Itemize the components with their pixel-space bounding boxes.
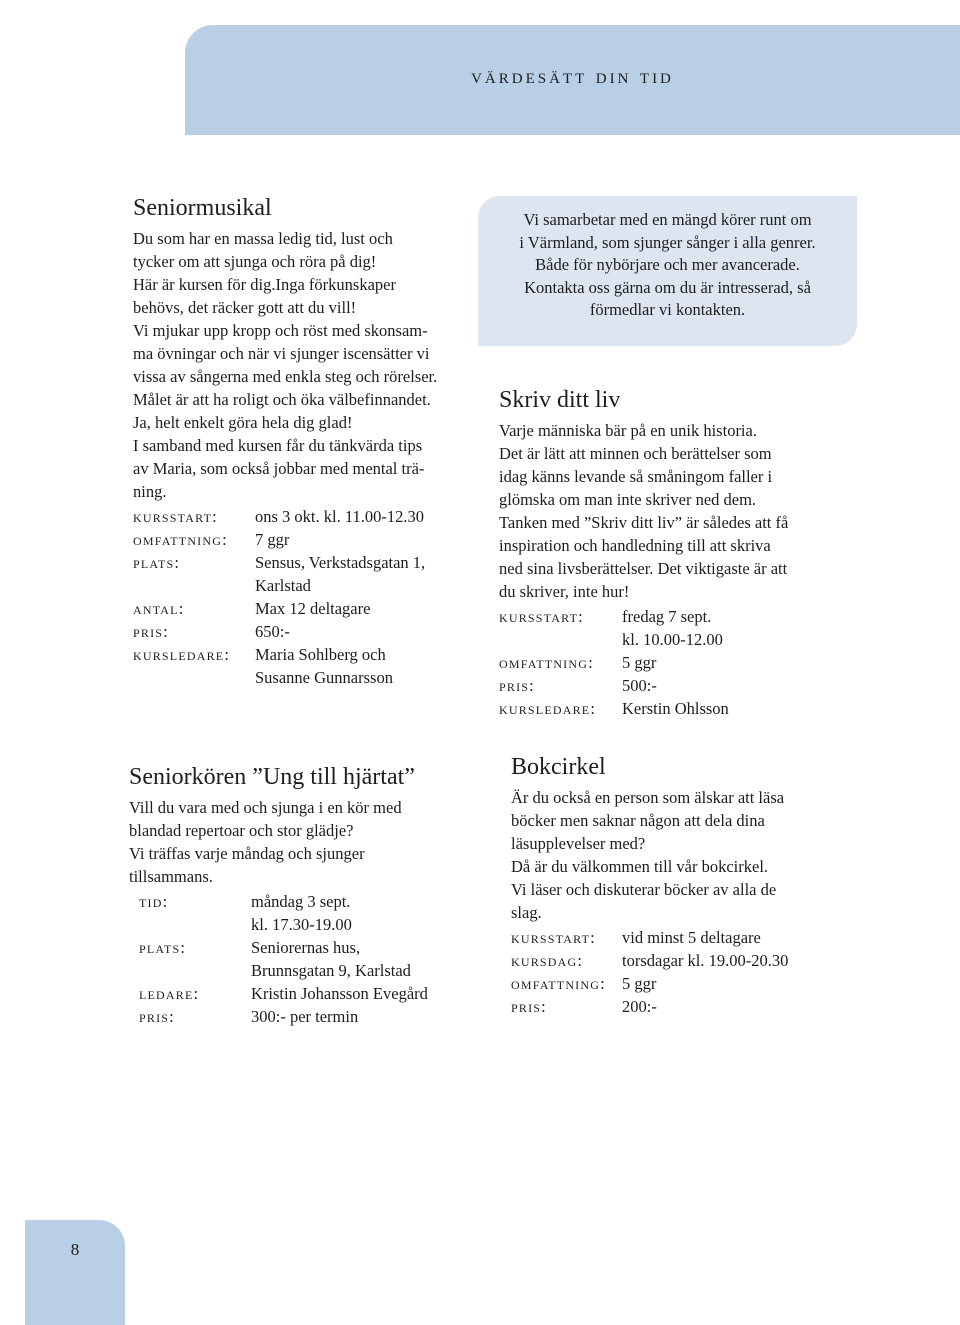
fact-value: Sensus, Verkstadsgatan 1, <box>255 553 426 572</box>
body-text-line: Vi träffas varje måndag och sjunger <box>129 844 365 863</box>
fact-label: kursdag: <box>511 951 584 970</box>
fact-value: måndag 3 sept. <box>251 892 351 911</box>
fact-row <box>499 605 844 651</box>
body-text-line: blandad repertoar och stor glädje? <box>129 821 354 840</box>
body-text-line: Du som har en massa ledig tid, lust och <box>133 229 393 248</box>
fact-label: omfattning: <box>499 653 594 672</box>
fact-value: kl. 17.30-19.00 <box>251 915 352 934</box>
fact-row <box>133 551 478 597</box>
fact-label: antal: <box>133 599 185 618</box>
fact-values <box>255 505 424 528</box>
fact-label: omfattning: <box>511 974 606 993</box>
fact-label: pris: <box>511 997 547 1016</box>
fact-values <box>622 674 657 697</box>
fact-value: 650:- <box>255 622 290 641</box>
body-text-line: vissa av sångerna med enkla steg och rörelser. <box>133 367 438 386</box>
body-text-line: Både för nybörjare och mer avancerade. <box>535 255 800 274</box>
fact-row <box>511 926 856 949</box>
fact-values <box>251 1005 358 1028</box>
info-box-korer <box>478 196 857 346</box>
fact-value: kl. 10.00-12.00 <box>622 630 723 649</box>
body-text-line: böcker men saknar någon att dela dina <box>511 811 765 830</box>
fact-values <box>622 697 729 720</box>
fact-values <box>251 982 428 1005</box>
body-text-line: Vi läser och diskuterar böcker av alla de <box>511 880 777 899</box>
fact-values <box>251 936 411 982</box>
body-text-line: Det är lätt att minnen och berättelser som <box>499 444 772 463</box>
fact-label: pris: <box>139 1007 175 1026</box>
fact-value: 200:- <box>622 997 657 1016</box>
fact-label: kursledare: <box>499 699 597 718</box>
facts-list <box>499 605 844 720</box>
fact-row <box>133 597 478 620</box>
body-text-line: Vill du vara med och sjunga i en kör med <box>129 798 402 817</box>
section-body <box>511 786 856 924</box>
body-text-line: Då är du välkommen till vår bokcirkel. <box>511 857 769 876</box>
section-body <box>133 227 478 503</box>
facts-list <box>133 505 478 689</box>
body-text-line: i Värmland, som sjunger sånger i alla genrer. <box>519 232 816 252</box>
fact-row <box>511 995 856 1018</box>
fact-row <box>133 643 478 689</box>
fact-value: Kerstin Ohlsson <box>622 699 729 718</box>
fact-values <box>255 597 370 620</box>
fact-value: 500:- <box>622 676 657 695</box>
fact-value: 5 ggr <box>622 974 657 993</box>
body-text-line: Vi samarbetar med en mängd körer runt om <box>523 210 812 229</box>
fact-value: Max 12 deltagare <box>255 599 371 618</box>
section-bokcirkel <box>511 752 856 1018</box>
body-text-line: slag. <box>511 903 542 922</box>
fact-values <box>255 643 393 689</box>
body-text-line: Tanken med ”Skriv ditt liv” är således att få <box>499 513 789 532</box>
body-text-line: av Maria, som också jobbar med mental trä- <box>133 459 425 478</box>
body-text-line: glömska om man inte skriver ned dem. <box>499 490 757 509</box>
info-box-body <box>486 209 849 322</box>
fact-label: plats: <box>133 553 181 572</box>
fact-label: kursstart: <box>133 507 218 526</box>
section-skriv-ditt-liv <box>499 385 844 720</box>
fact-row <box>129 1005 489 1028</box>
fact-values <box>255 528 289 551</box>
body-text-line: tycker om att sjunga och röra på dig! <box>133 252 377 271</box>
body-text-line: Varje människa bär på en unik historia. <box>499 421 757 440</box>
body-text-line: tillsammans. <box>129 867 213 886</box>
body-text-line: du skriver, inte hur! <box>499 582 630 601</box>
fact-row <box>499 651 844 674</box>
fact-value: Karlstad <box>255 576 311 595</box>
fact-value: 5 ggr <box>622 653 657 672</box>
fact-row <box>133 620 478 643</box>
section-body <box>499 419 844 603</box>
fact-row <box>133 505 478 528</box>
page-number-tab <box>25 1220 125 1325</box>
body-text-line: behövs, det räcker gott att du vill! <box>133 298 357 317</box>
fact-row <box>499 674 844 697</box>
section-title: Bokcirkel <box>511 754 606 780</box>
fact-value: 7 ggr <box>255 530 290 549</box>
fact-values <box>622 926 761 949</box>
fact-label: tid: <box>139 892 169 911</box>
fact-label: kursstart: <box>499 607 584 626</box>
body-text-line: idag känns levande så småningom faller i <box>499 467 773 486</box>
fact-value: ons 3 okt. kl. 11.00-12.30 <box>255 507 424 526</box>
fact-label: kursledare: <box>133 645 231 664</box>
fact-values <box>622 972 656 995</box>
fact-value: Kristin Johansson Evegård <box>251 984 428 1003</box>
fact-row <box>129 982 489 1005</box>
fact-values <box>622 995 657 1018</box>
section-title: Seniorkören ”Ung till hjärtat” <box>129 764 415 790</box>
fact-values <box>251 890 352 936</box>
fact-values <box>255 551 425 597</box>
header-band <box>185 25 960 135</box>
section-title: Skriv ditt liv <box>499 387 621 413</box>
fact-label: ledare: <box>139 984 200 1003</box>
body-text-line: I samband med kursen får du tänkvärda tips <box>133 436 423 455</box>
fact-label: plats: <box>139 938 187 957</box>
fact-values <box>255 620 290 643</box>
body-text-line: läsupplevelser med? <box>511 834 646 853</box>
page-number: 8 <box>70 1240 80 1259</box>
fact-values <box>622 949 788 972</box>
fact-row <box>129 936 489 982</box>
fact-values <box>622 651 656 674</box>
fact-row <box>133 528 478 551</box>
body-text-line: Här är kursen för dig.Inga förkunskaper <box>133 275 396 294</box>
fact-values <box>622 605 723 651</box>
facts-list <box>129 890 489 1028</box>
fact-value: Maria Sohlberg och <box>255 645 386 664</box>
fact-value: fredag 7 sept. <box>622 607 712 626</box>
fact-value: Brunnsgatan 9, Karlstad <box>251 961 411 980</box>
fact-row <box>129 890 489 936</box>
body-text-line: ning. <box>133 482 167 501</box>
fact-value: Seniorernas hus, <box>251 938 361 957</box>
facts-list <box>511 926 856 1018</box>
body-text-line: ma övningar och när vi sjunger iscensätter vi <box>133 344 430 363</box>
body-text-line: Är du också en person som älskar att läsa <box>511 788 785 807</box>
section-title: Seniormusikal <box>133 195 272 221</box>
body-text-line: ned sina livsberättelser. Det viktigaste är att <box>499 559 788 578</box>
fact-row <box>511 949 856 972</box>
fact-row <box>511 972 856 995</box>
section-seniorkoren <box>129 762 489 1028</box>
fact-value: 300:- per termin <box>251 1007 359 1026</box>
page-header-title: värdesätt din tid <box>471 63 674 88</box>
fact-label: pris: <box>133 622 169 641</box>
body-text-line: förmedlar vi kontakten. <box>589 300 746 319</box>
fact-label: kursstart: <box>511 928 596 947</box>
fact-label: pris: <box>499 676 535 695</box>
body-text-line: Målet är att ha roligt och öka välbefinnandet. <box>133 390 431 409</box>
body-text-line: Vi mjukar upp kropp och röst med skonsam- <box>133 321 428 340</box>
fact-value: Susanne Gunnarsson <box>255 668 393 687</box>
section-seniormusikal <box>133 193 478 689</box>
fact-value: vid minst 5 deltagare <box>622 928 761 947</box>
section-body <box>129 796 489 888</box>
fact-value: torsdagar kl. 19.00-20.30 <box>622 951 789 970</box>
body-text-line: Kontakta oss gärna om du är intresserad, så <box>524 277 811 297</box>
body-text-line: inspiration och handledning till att skriva <box>499 536 771 555</box>
fact-label: omfattning: <box>133 530 228 549</box>
fact-row <box>499 697 844 720</box>
body-text-line: Ja, helt enkelt göra hela dig glad! <box>133 413 353 432</box>
